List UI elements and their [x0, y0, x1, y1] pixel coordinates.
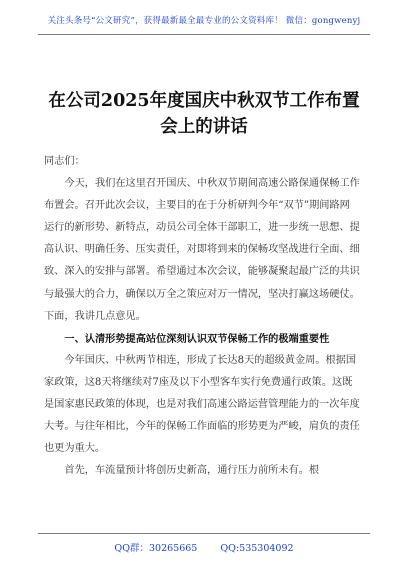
header-divider	[38, 34, 370, 35]
footer-divider	[38, 533, 370, 534]
document-title: 在公司2025年度国庆中秋双节工作布置会上的讲话	[48, 91, 360, 137]
page-footer	[0, 540, 408, 554]
page-header-banner: 关注头条号“公文研究”，获得最新最全最专业的公文资料库！ 微信：gongwenyj	[47, 16, 361, 26]
paragraph-2: 今年国庆、中秋两节相连，形成了长达8天的超级黄金周。根据国家政策，这8天将继续对7座及以下小型客车实行免费通行政策。这既是国家惠民政策的体现，也是对我们高速公路运营管理能力的一次年度大考。与往年相比，今年的保畅工作面临的形势更为严峻，肩负的责任也更为重大。	[44, 354, 360, 455]
salutation: 同志们：	[44, 156, 85, 167]
footer-qq-contact: QQ:535304092	[220, 543, 294, 554]
section-heading-1: 一、认清形势提高站位深刻认识双节保畅工作的极端重要性	[64, 332, 330, 345]
footer-qq-group: QQ群：30265665	[114, 543, 198, 554]
document-body	[44, 151, 360, 482]
paragraph-1: 今天，我们在这里召开国庆、中秋双节期间高速公路保通保畅工作布置会。召开此次会议，主要目的在于分析研判今年“双节”期间路网运行的新形势、新特点，动员公司全体干部职工，进一步统一思想、提高认识、明确任务、压实责任，对即将到来的保畅攻坚战进行全面、细致、深入的安排与部署。希望通过本次会议，能够凝聚起最广泛的共识与最强大的合力，确保以万全之策应对万一情况，坚决打赢这场硬仗。下面，我讲几点意见。	[44, 178, 360, 322]
paragraph-3: 首先，车流量预计将创历史新高，通行压力前所未有。根	[64, 465, 320, 477]
